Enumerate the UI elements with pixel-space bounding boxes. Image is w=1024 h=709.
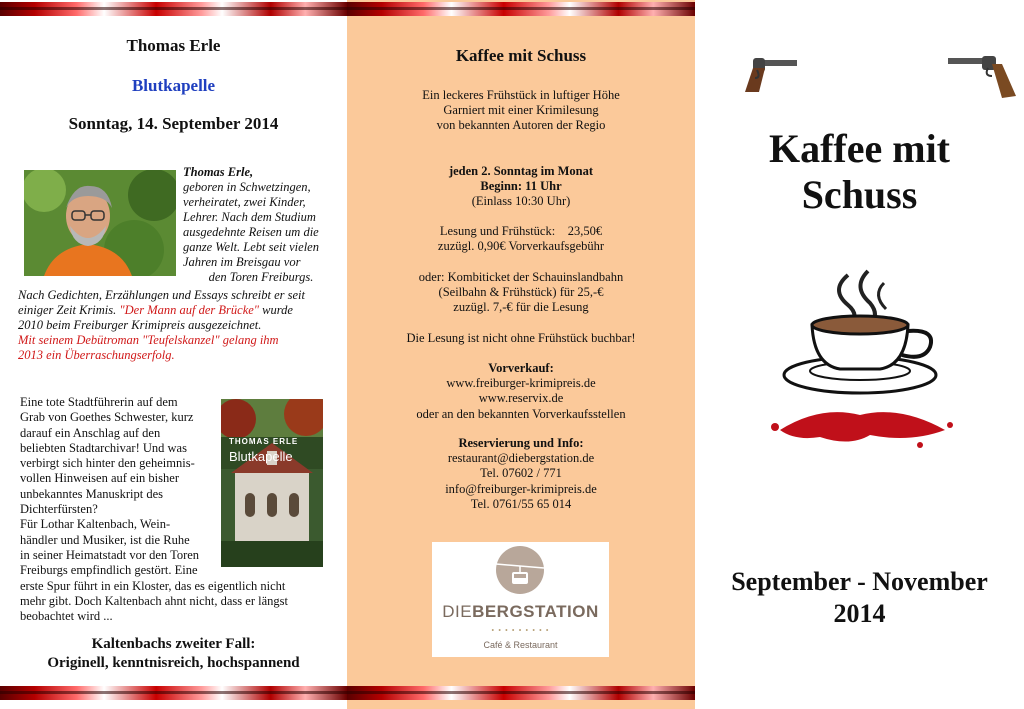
contact-info (347, 436, 695, 512)
contact-heading: Reservierung und Info: (458, 436, 584, 450)
schedule-line: jeden 2. Sonntag im Monat (448, 164, 594, 178)
bio-text: wurde (259, 303, 293, 317)
book-cover (221, 399, 323, 567)
tagline (0, 635, 347, 673)
synopsis-line: Freiburgs empfindlich gestört. Eine (20, 563, 198, 578)
synopsis-line: erste Spur führt in ein Kloster, das es eigentlich nicht (20, 578, 286, 593)
presale (347, 361, 695, 422)
decorative-bar-top-left (0, 2, 347, 16)
cover-title-line: Kaffee mit (768, 126, 950, 171)
book-cover-illustration (221, 399, 323, 567)
cover-title (695, 126, 1024, 218)
contact-email[interactable]: restaurant@diebergstation.de (447, 451, 595, 466)
decorative-bar-bottom-middle (347, 686, 695, 700)
combi-line: (Seilbahn & Frühstück) für 25,-€ (438, 285, 604, 300)
price-line: Lesung und Frühstück: 23,50€ (439, 224, 603, 238)
gondola-icon (432, 542, 609, 602)
synopsis-line: in seiner Heimatstadt vor den Toren (20, 547, 200, 562)
bio-line: ausgedehnte Reisen um die (183, 225, 319, 239)
book-title: Blutkapelle (131, 76, 216, 95)
intro-line: Ein leckeres Frühstück in luftiger Höhe (422, 88, 620, 102)
presale-line: oder an den bekannten Vorverkaufsstellen (416, 406, 626, 421)
season-line: 2014 (833, 599, 886, 628)
author-bio-long (18, 288, 340, 363)
cover-title: Blutkapelle (229, 449, 293, 464)
presale-link[interactable]: www.freiburger-krimipreis.de (446, 376, 596, 391)
author-name: Thomas Erle (126, 36, 221, 55)
author-bio-short (183, 165, 339, 285)
bio-line: Lehrer. Nach dem Studium (183, 210, 316, 224)
bergstation-logo (432, 542, 609, 657)
price-line: zuzügl. 0,90€ Vorverkaufsgebühr (437, 239, 605, 254)
decorative-bar-top-middle (347, 2, 695, 16)
presale-link[interactable]: www.reservix.de (478, 391, 564, 406)
bio-red-line: 2013 ein Überraschungserfolg. (18, 348, 175, 362)
contact-phone: Tel. 07602 / 771 (480, 466, 562, 481)
schedule-line: (Einlass 10:30 Uhr) (471, 194, 571, 209)
cover-author: THOMAS ERLE (229, 437, 299, 446)
bio-red-line: Mit seinem Debütroman "Teufelskanzel" gelang ihm (18, 333, 279, 347)
synopsis-line: verbirgt sich hinter den geheimnis- (20, 456, 195, 471)
revolver-icon-right (948, 54, 1020, 100)
tagline-line: Originell, kenntnisreich, hochspannend (47, 655, 300, 671)
logo-dots: • • • • • • • • • (491, 626, 550, 635)
prices (347, 224, 695, 254)
bio-text: einiger Zeit Krimis. (18, 303, 120, 317)
event-date: Sonntag, 14. September 2014 (68, 114, 279, 133)
coffee-cup-icon (760, 265, 960, 455)
season-line: September - November (731, 567, 988, 596)
schedule (347, 164, 695, 210)
revolver-icon-left (735, 56, 799, 94)
synopsis-line: darauf ein Anschlag auf den (20, 425, 161, 440)
bio-full-line: Nach Gedichten, Erzählungen und Essays schreibt er seit (18, 288, 305, 302)
schedule-line: Beginn: 11 Uhr (480, 179, 562, 194)
intro-text (347, 88, 695, 134)
combi-line: oder: Kombiticket der Schauinslandbahn (418, 270, 624, 284)
contact-phone: Tel. 0761/55 65 014 (470, 496, 572, 511)
bergstation-wordmark (432, 602, 609, 622)
bio-line: Jahren im Breisgau vor (183, 255, 301, 269)
bio-quote: "Der Mann auf der Brücke" (119, 303, 260, 317)
intro-line: von bekannten Autoren der Regio (436, 118, 606, 133)
intro-line: Garniert mit einer Krimilesung (443, 103, 599, 118)
synopsis-narrow (20, 395, 218, 579)
combi-line: zuzügl. 7,-€ für die Lesung (453, 300, 589, 315)
bio-line: Thomas Erle, (183, 165, 254, 179)
bio-line: den Toren Freiburgs. (208, 270, 314, 284)
synopsis-line: mehr gibt. Doch Kaltenbach ahnt nicht, dass er längst (20, 593, 288, 608)
logo-die: DIE (442, 602, 473, 621)
season-dates (695, 566, 1024, 630)
synopsis-line: Für Lothar Kaltenbach, Wein- (20, 517, 171, 532)
middle-title: Kaffee mit Schuss (455, 46, 587, 65)
bio-line: verheiratet, zwei Kinder, (183, 195, 306, 209)
booking-note: Die Lesung ist nicht ohne Frühstück buchbar! (406, 331, 636, 345)
author-photo (24, 170, 176, 276)
synopsis-line: händler und Musiker, ist die Ruhe (20, 532, 190, 547)
logo-berg: BERGSTATION (472, 602, 599, 621)
synopsis-line: beliebten Stadtarchivar! Und was (20, 440, 187, 455)
cover-title-line: Schuss (801, 172, 918, 217)
synopsis-line: Dichterfürsten? (20, 502, 98, 517)
logo-subtitle: Café & Restaurant (483, 640, 558, 650)
bio-full-line (18, 303, 340, 318)
synopsis-line: vollen Hinweisen auf ein bisher (20, 471, 179, 486)
synopsis-line: beobachtet wird ... (20, 609, 113, 624)
synopsis-line: Eine tote Stadtführerin auf dem (20, 395, 178, 409)
synopsis-line: unbekanntes Manuskript des (20, 486, 164, 501)
tagline-line: Kaltenbachs zweiter Fall: (91, 636, 256, 652)
combi-ticket (347, 270, 695, 316)
presale-heading: Vorverkauf: (488, 361, 554, 375)
synopsis-line: Grab von Goethes Schwester, kurz (20, 410, 194, 425)
contact-email[interactable]: info@freiburger-krimipreis.de (445, 481, 597, 496)
bio-full-line: 2010 beim Freiburger Krimipreis ausgezeichnet. (18, 318, 262, 332)
author-portrait-illustration (24, 170, 176, 276)
bio-line: ganze Welt. Lebt seit vielen (183, 240, 319, 254)
decorative-bar-bottom-left (0, 686, 347, 700)
bio-line: geboren in Schwetzingen, (183, 180, 311, 194)
